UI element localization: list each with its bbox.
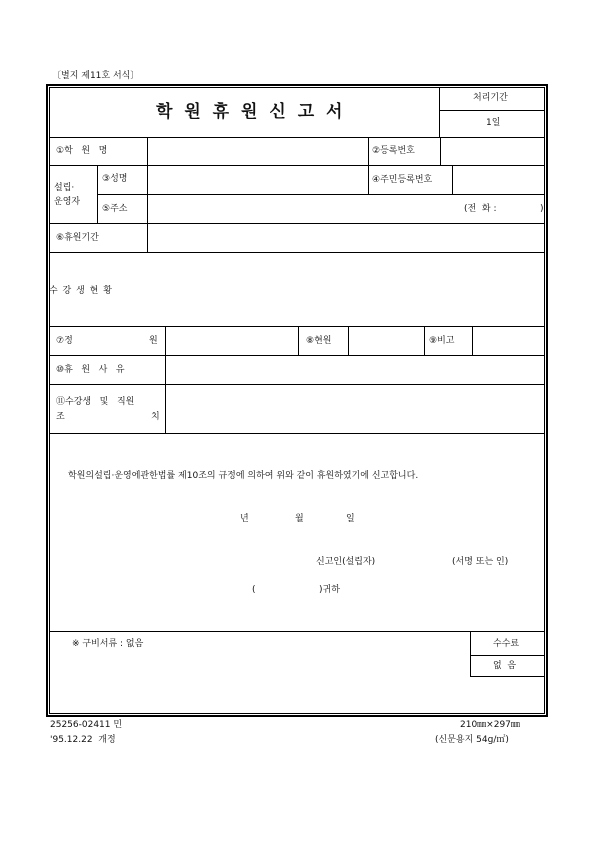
student-status-label: 수 강 생 현 황 <box>49 286 113 296</box>
closure-period-label: ⑥휴원기간 <box>56 233 99 243</box>
date-year: 년 <box>240 514 249 524</box>
rule <box>49 384 545 385</box>
signature-label: (서명 또는 인) <box>452 557 509 567</box>
rule <box>470 676 545 677</box>
revision-date: '95.12.22 개정 <box>50 735 116 745</box>
processing-period-label: 처리기간 <box>473 93 508 103</box>
rule <box>97 165 98 223</box>
measures-label: 조 <box>56 412 65 422</box>
quota-label-end: 원 <box>149 336 158 346</box>
rule <box>472 326 473 355</box>
address-label: ⑤주소 <box>102 204 128 214</box>
rule <box>49 137 545 138</box>
rule <box>470 631 471 676</box>
rule <box>440 137 441 165</box>
date-month: 월 <box>295 514 304 524</box>
form-id: 〔별지 제11호 서식〕 <box>52 71 140 81</box>
founder-operator-label: 운영자 <box>54 197 81 207</box>
rule <box>348 326 349 355</box>
measures-label: 치 <box>151 412 160 422</box>
addressee-open: ( <box>252 585 256 595</box>
rule <box>49 355 545 356</box>
paper-type: (신문용지 54g/㎡) <box>435 735 509 745</box>
date-day: 일 <box>346 514 355 524</box>
phone-label: (전 화 : <box>464 204 497 214</box>
declaration-text: 학원의설립·운영에관한법률 제10조의 규정에 의하여 위와 같이 휴원하였기에 신고합니다. <box>68 471 419 481</box>
resident-number-label: ④주민등록번호 <box>372 175 433 185</box>
fee-value: 없 음 <box>493 661 517 671</box>
rule <box>439 87 440 137</box>
rule <box>165 326 166 433</box>
academy-name-label: ①학 원 명 <box>56 146 108 156</box>
processing-period-value: 1일 <box>486 118 501 128</box>
page-title: 학 원 휴 원 신 고 서 <box>156 102 346 122</box>
registration-number-label: ②등록번호 <box>372 146 415 156</box>
paper-size: 210㎜×297㎜ <box>460 720 520 730</box>
name-label: ③성명 <box>102 174 128 184</box>
fee-label: 수수료 <box>493 639 520 649</box>
rule <box>424 326 425 355</box>
rule <box>470 655 545 656</box>
phone-close: ) <box>540 204 544 214</box>
rule <box>49 326 545 327</box>
rule <box>439 110 545 111</box>
current-count-label: ⑧현원 <box>306 336 332 346</box>
rule <box>368 137 369 194</box>
founder-operator-label: 설립· <box>54 183 75 193</box>
form-code: 25256-02411 민 <box>50 720 123 730</box>
quota-label: ⑦정 <box>56 336 73 346</box>
rule <box>49 252 545 253</box>
measures-label: ⑪수강생 및 직원 <box>56 397 135 407</box>
rule <box>97 194 545 195</box>
rule <box>452 165 453 194</box>
addressee-close: )귀하 <box>319 585 340 595</box>
remarks-label: ⑨비고 <box>429 336 455 346</box>
rule <box>49 433 545 434</box>
rule <box>147 137 148 252</box>
rule <box>49 223 545 224</box>
required-documents-note: ※ 구비서류 : 없음 <box>72 639 144 649</box>
reporter-label: 신고인(설립자) <box>316 557 376 567</box>
rule <box>298 326 299 355</box>
rule <box>49 165 545 166</box>
closure-reason-label: ⑩휴 원 사 유 <box>56 365 125 375</box>
